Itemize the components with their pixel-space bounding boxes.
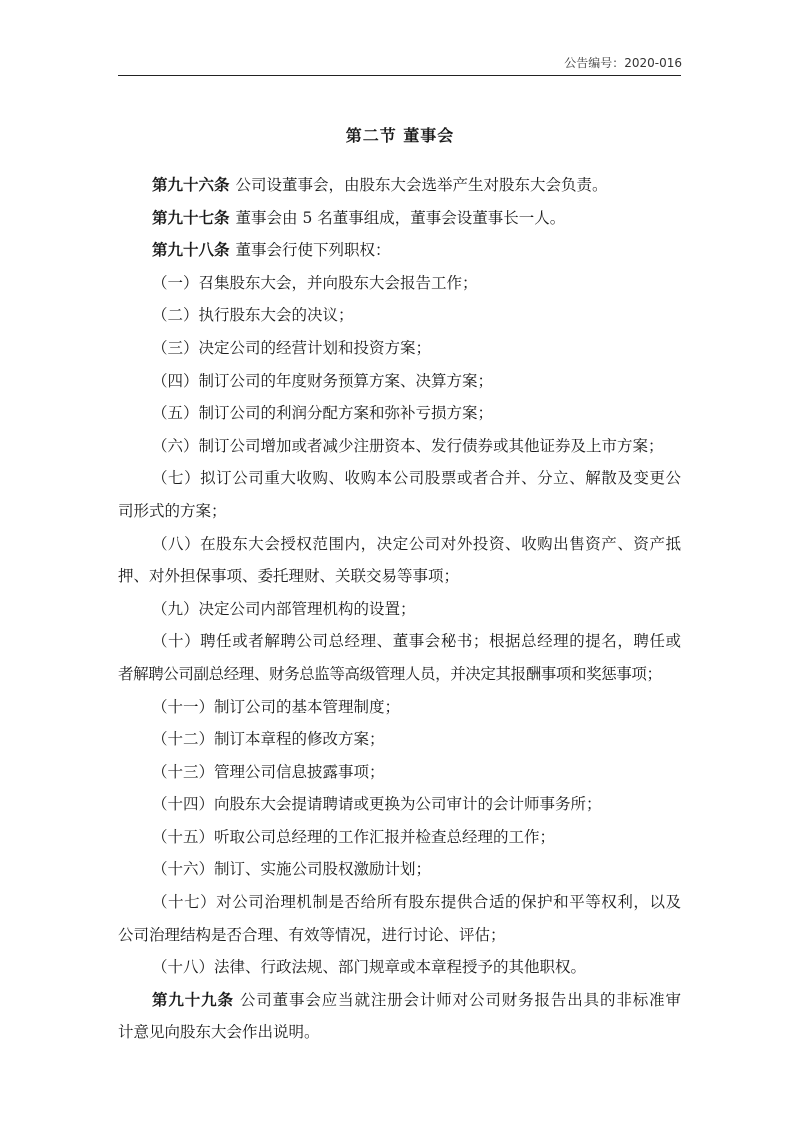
power-item-7-line-1: （七）拟订公司重大收购、收购本公司股票或者合并、分立、解散及变更公 [152, 469, 681, 488]
article-97 [118, 202, 681, 235]
power-item-8-line-1: （八）在股东大会授权范围内，决定公司对外投资、收购出售资产、资产抵 [152, 534, 681, 553]
article-99-line-2: 计意见向股东大会作出说明。 [118, 1023, 320, 1042]
article-number: 第九十八条 [152, 241, 230, 260]
power-item-10-line-1: （十）聘任或者解聘公司总经理、董事会秘书；根据总经理的提名，聘任或 [152, 632, 681, 651]
header-divider [118, 75, 681, 76]
power-item-13: （十三）管理公司信息披露事项； [152, 762, 385, 781]
power-item-15: （十五）听取公司总经理的工作汇报并检查总经理的工作； [152, 827, 556, 846]
power-item-3: （三）决定公司的经营计划和投资方案； [152, 338, 432, 357]
power-item-12: （十二）制订本章程的修改方案； [152, 730, 385, 749]
document-body [118, 169, 681, 1049]
article-96 [118, 169, 681, 202]
power-item-8-line-2: 押、对外担保事项、委托理财、关联交易等事项； [118, 567, 460, 586]
article-number: 第九十六条 [152, 176, 230, 194]
power-item-2: （二）执行股东大会的决议； [152, 306, 354, 325]
announcement-number: 公告编号：2020-016 [564, 56, 682, 70]
power-item-6: （六）制订公司增加或者减少注册资本、发行债券或其他证券及上市方案； [152, 436, 664, 455]
power-item-11: （十一）制订公司的基本管理制度； [152, 697, 401, 716]
power-item-17-line-1: （十七）对公司治理机制是否给所有股东提供合适的保护和平等权利，以及 [152, 893, 681, 912]
article-number: 第九十七条 [152, 208, 230, 227]
power-item-18: （十八）法律、行政法规、部门规章或本章程授予的其他职权。 [152, 958, 587, 977]
power-item-5: （五）制订公司的利润分配方案和弥补亏损方案； [152, 404, 494, 423]
power-item-16: （十六）制订、实施公司股权激励计划； [152, 860, 432, 879]
power-item-9: （九）决定公司内部管理机构的设置； [152, 599, 416, 618]
article-text: 董事会行使下列职权： [235, 241, 391, 260]
article-99-line-1 [118, 984, 681, 1017]
power-item-1: （一）召集股东大会，并向股东大会报告工作； [152, 273, 478, 292]
article-text: 公司设董事会，由股东大会选举产生对股东大会负责。 [235, 176, 608, 194]
article-text: 董事会由 5 名董事组成，董事会设董事长一人。 [235, 208, 566, 227]
power-item-14: （十四）向股东大会提请聘请或更换为公司审计的会计师事务所； [152, 795, 602, 814]
section-title: 第二节 董事会 [345, 126, 455, 145]
article-number: 第九十九条 [152, 990, 234, 1009]
power-item-17-line-2: 公司治理结构是否合理、有效等情况，进行讨论、评估； [118, 925, 506, 944]
article-98 [118, 234, 681, 267]
power-item-4: （四）制订公司的年度财务预算方案、决算方案； [152, 371, 494, 390]
power-item-7-line-2: 司形式的方案； [118, 501, 227, 520]
power-item-10-line-2: 者解聘公司副总经理、财务总监等高级管理人员，并决定其报酬事项和奖惩事项； [118, 664, 662, 683]
article-text: 公司董事会应当就注册会计师对公司财务报告出具的非标准审 [239, 990, 681, 1009]
